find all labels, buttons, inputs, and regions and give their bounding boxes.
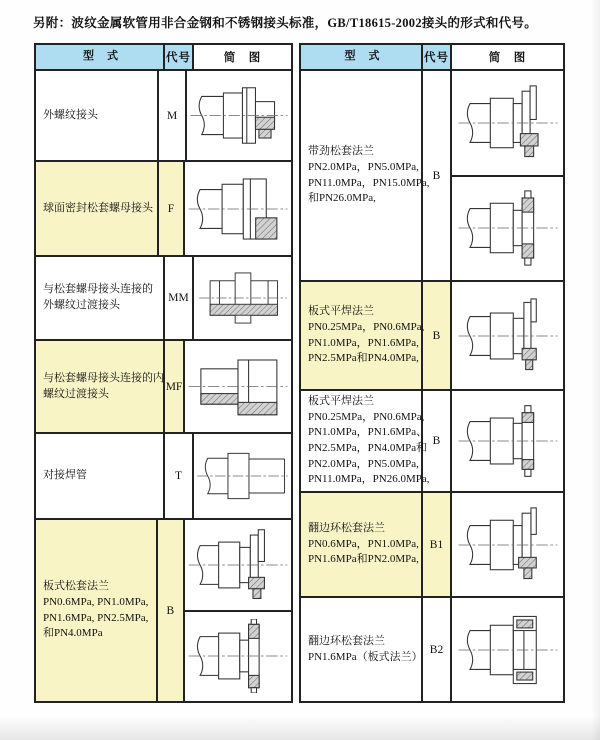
table-row xyxy=(36,341,291,434)
fitting-diagram-swivel-nut-joint xyxy=(185,162,291,255)
type-cell xyxy=(36,520,158,701)
diagram-cell xyxy=(452,391,563,491)
table-row xyxy=(301,391,563,493)
code-cell xyxy=(423,493,452,596)
page-title: 另附：波纹金属软管用非合金钢和不锈钢接头标准，GB/T18615-2002接头的形式和代号。 xyxy=(33,16,538,30)
code-label: B xyxy=(166,604,175,617)
type-text-line: PN1.6MPa, PN2.5MPa, xyxy=(43,611,149,624)
table-row xyxy=(301,598,563,701)
diagram-cell xyxy=(185,520,291,701)
type-text-line: 球面密封松套螺母接头 xyxy=(43,201,153,214)
code-cell xyxy=(423,282,452,389)
type-text-line: PN11.0MPa，PN15.0MPa, xyxy=(308,176,430,189)
code-label: B xyxy=(432,435,441,447)
table-row xyxy=(36,520,291,701)
type-text-line: PN0.25MPa，PN0.6MPa, xyxy=(308,320,425,333)
code-label: F xyxy=(167,202,175,215)
diagram-cell xyxy=(185,162,291,255)
joint-type-table-right xyxy=(299,43,565,703)
type-text-line: 板式平焊法兰 xyxy=(308,395,374,408)
type-text-line: 外螺纹过渡接头 xyxy=(43,299,120,311)
type-cell xyxy=(36,341,165,432)
column-header-diagram: 简 图 xyxy=(194,45,291,69)
fitting-diagram-neck-loose-flange-front xyxy=(452,71,563,177)
type-text-line: 翻边环松套法兰 xyxy=(308,522,385,535)
diagram-cell xyxy=(452,598,563,701)
code-label: B xyxy=(432,329,441,342)
fitting-diagram-butt-weld-pipe xyxy=(194,434,291,518)
type-cell xyxy=(301,391,430,491)
diagram-cell xyxy=(452,493,563,596)
type-text-line: PN2.0MPa，PN5.0MPa, xyxy=(308,457,419,470)
joint-type-table-left xyxy=(34,43,293,703)
code-cell xyxy=(165,434,194,518)
column-header-type: 型 式 xyxy=(301,45,423,69)
code-cell xyxy=(423,598,452,701)
type-text-line: PN0.6MPa, PN1.0MPa, xyxy=(43,595,149,608)
type-text-line: 板式松套法兰 xyxy=(43,580,109,593)
type-text-line: 与松套螺母接头连接的内 xyxy=(43,371,164,384)
code-label: B2 xyxy=(429,643,444,656)
code-cell xyxy=(158,520,185,701)
scan-shadow-bottom xyxy=(0,716,600,740)
fitting-diagram-union-male-male xyxy=(194,257,291,339)
type-text-line: 与松套螺母接头连接的 xyxy=(43,283,153,296)
type-text-line: 外螺纹接头 xyxy=(43,108,98,121)
table-row xyxy=(301,493,563,598)
fitting-diagram-plate-weld-flange xyxy=(452,282,563,389)
fitting-diagram-plate-loose-flange-section xyxy=(185,612,291,702)
table-row xyxy=(301,71,563,282)
code-cell xyxy=(159,71,187,160)
code-cell xyxy=(165,257,194,339)
fitting-diagram-plate-weld-flange-sym xyxy=(452,391,563,491)
fitting-diagram-lap-ring-loose-flange xyxy=(452,493,563,596)
type-text-line: 翻边环松套法兰 xyxy=(308,634,385,647)
code-label: M xyxy=(167,109,178,122)
table-row xyxy=(36,257,291,341)
type-cell xyxy=(36,434,165,518)
column-header-type: 型 式 xyxy=(36,45,165,69)
type-cell xyxy=(36,71,159,160)
type-text-line: PN2.5MPa和PN4.0MPa, xyxy=(308,352,419,365)
type-text-line: PN1.0MPa，PN1.6MPa、 xyxy=(308,426,428,439)
type-cell xyxy=(301,71,430,280)
diagram-cell xyxy=(194,257,291,339)
code-cell xyxy=(165,341,185,432)
table-row xyxy=(301,282,563,391)
type-text-line: PN0.25MPa，PN0.6MPa, xyxy=(308,410,425,423)
type-text-line: 对接焊管 xyxy=(43,469,87,482)
code-cell xyxy=(159,162,185,255)
diagram-cell xyxy=(194,434,291,518)
type-text-line: 和PN4.0MPa xyxy=(43,627,103,640)
type-text-line: PN2.0MPa，PN5.0MPa, xyxy=(308,160,419,173)
column-header-code: 代号 xyxy=(165,45,194,69)
code-label: MM xyxy=(168,292,189,304)
type-text-line: PN1.6MPa（板式法兰） xyxy=(308,650,423,663)
type-text-line: PN1.0MPa，PN1.6MPa, xyxy=(308,336,419,349)
code-label: B1 xyxy=(429,538,444,551)
type-text-line: 带劲松套法兰 xyxy=(308,145,374,158)
fitting-diagram-union-male-female xyxy=(185,341,291,432)
type-cell xyxy=(301,598,423,701)
type-text-line: PN1.6MPa和PN2.0MPa, xyxy=(308,553,419,566)
column-header-diagram: 简 图 xyxy=(452,45,563,69)
diagram-cell xyxy=(452,71,563,280)
type-text-line: 螺纹过渡接头 xyxy=(43,387,109,400)
diagram-cell xyxy=(187,71,291,160)
code-cell xyxy=(423,71,452,280)
table-row xyxy=(36,71,291,162)
type-cell xyxy=(36,162,159,255)
type-text-line: 板式平焊法兰 xyxy=(308,305,374,318)
table-header-row xyxy=(36,45,291,71)
fitting-diagram-male-thread-joint xyxy=(187,71,291,160)
type-text-line: PN0.6MPa，PN1.0MPa, xyxy=(308,537,419,550)
type-cell xyxy=(301,282,423,389)
code-cell xyxy=(423,391,452,491)
type-cell xyxy=(36,257,165,339)
fitting-diagram-neck-loose-flange-section xyxy=(452,177,563,281)
column-header-code: 代号 xyxy=(423,45,452,69)
code-label: B xyxy=(432,169,441,182)
type-text-line: PN2.5MPa，PN4.0MPa和 xyxy=(308,442,428,454)
code-label: T xyxy=(174,470,183,482)
fitting-diagram-lap-ring-plate-flange xyxy=(452,598,563,701)
fitting-diagram-plate-loose-flange-front xyxy=(185,520,291,612)
type-text-line: 和PN26.0MPa, xyxy=(308,192,376,205)
table-row xyxy=(36,162,291,257)
diagram-cell xyxy=(185,341,291,432)
type-cell xyxy=(301,493,423,596)
code-label: MF xyxy=(165,380,183,393)
table-header-row xyxy=(301,45,563,71)
diagram-cell xyxy=(452,282,563,389)
table-row xyxy=(36,434,291,520)
scan-shadow-right xyxy=(591,0,600,740)
type-text-line: PN11.0MPa，PN26.0MPa, xyxy=(308,473,430,486)
